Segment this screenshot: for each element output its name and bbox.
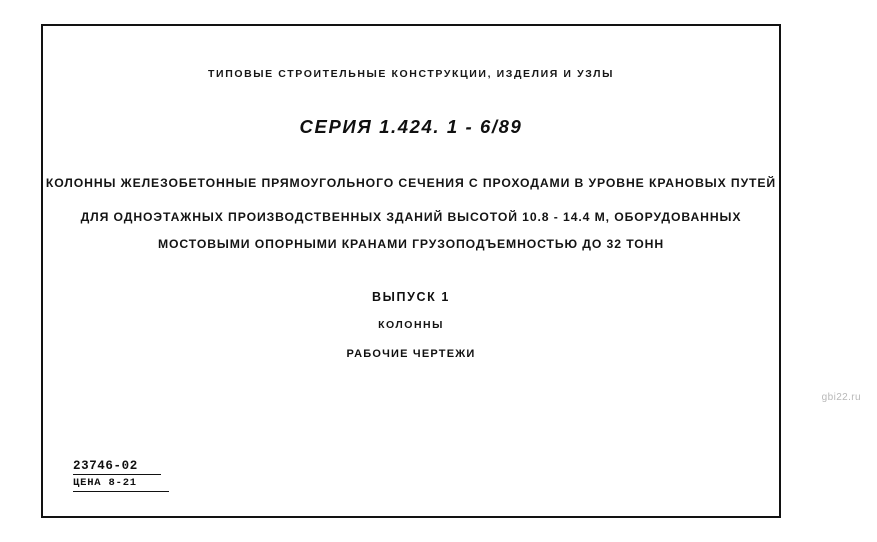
stamp-code: 23746-02 bbox=[73, 459, 138, 473]
document-stamp-block bbox=[73, 459, 165, 492]
document-kicker: ТИПОВЫЕ СТРОИТЕЛЬНЫЕ КОНСТРУКЦИИ, ИЗДЕЛИЯ И УЗЛЫ bbox=[208, 68, 614, 80]
document-issue-subtitle-secondary: РАБОЧИЕ ЧЕРТЕЖИ bbox=[346, 348, 476, 360]
document-description-line-1: КОЛОННЫ ЖЕЛЕЗОБЕТОННЫЕ ПРЯМОУГОЛЬНОГО СЕЧЕНИЯ С ПРОХОДАМИ В УРОВНЕ КРАНОВЫХ ПУТЕЙ bbox=[45, 176, 777, 190]
stamp-price: ЦЕНА 8-21 bbox=[73, 477, 137, 489]
document-sheet-content bbox=[43, 26, 779, 516]
document-sheet-frame bbox=[41, 24, 781, 518]
watermark-label: gbi22.ru bbox=[821, 392, 861, 403]
document-issue-number: ВЫПУСК 1 bbox=[372, 290, 450, 304]
document-description-line-2: ДЛЯ ОДНОЭТАЖНЫХ ПРОИЗВОДСТВЕННЫХ ЗДАНИЙ ВЫСОТОЙ 10.8 - 14.4 М, ОБОРУДОВАННЫХ bbox=[80, 210, 742, 224]
document-series-title: СЕРИЯ 1.424. 1 - 6/89 bbox=[299, 116, 523, 137]
document-description-line-3: МОСТОВЫМИ ОПОРНЫМИ КРАНАМИ ГРУЗОПОДЪЕМНОСТЬЮ ДО 32 ТОНН bbox=[157, 237, 665, 251]
document-issue-subtitle: КОЛОННЫ bbox=[378, 319, 444, 331]
stamp-underline bbox=[73, 491, 169, 492]
